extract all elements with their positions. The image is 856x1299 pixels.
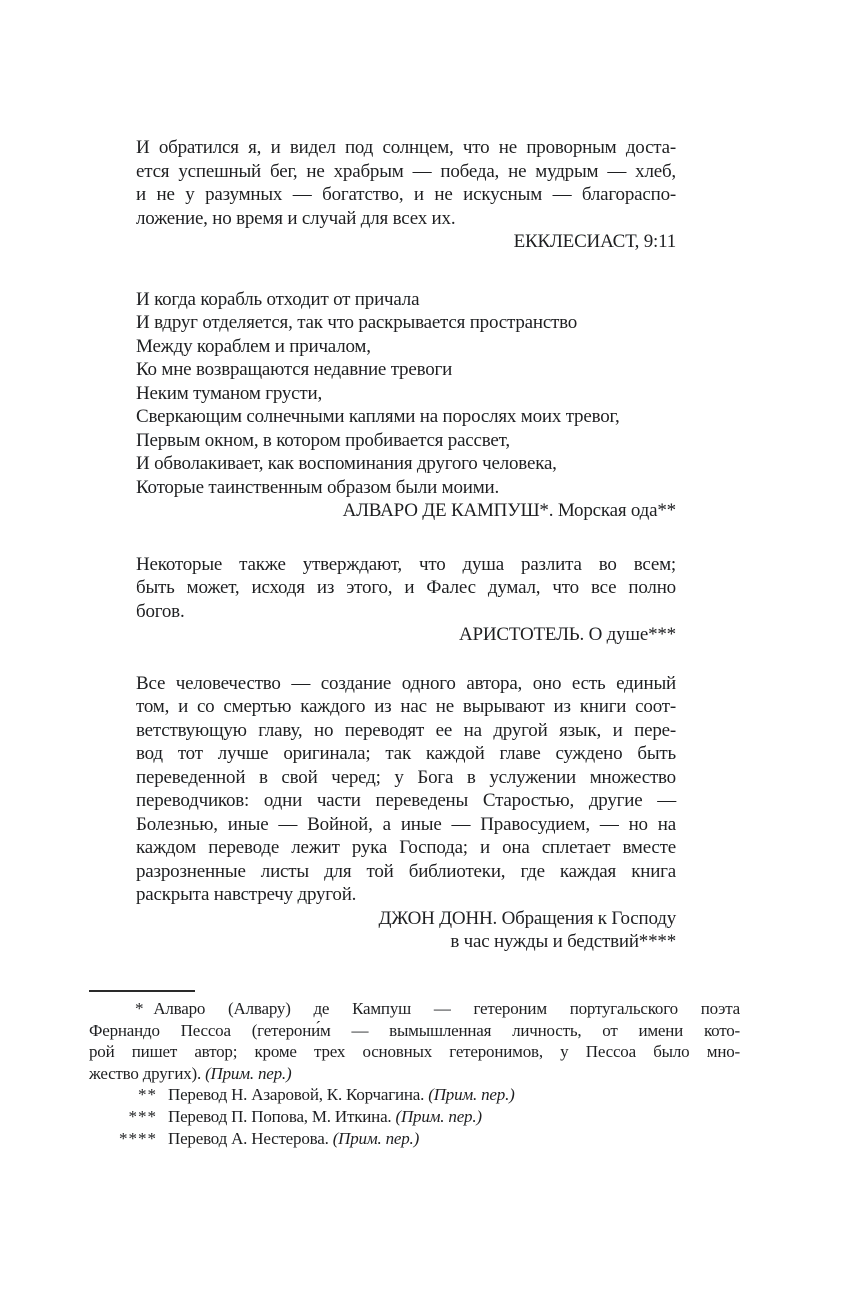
epigraph-aristotle (136, 553, 676, 647)
footnote-text: Перевод Н. Азаровой, К. Корчагина. (168, 1085, 429, 1105)
epigraph-donne (136, 672, 676, 954)
poem-line: Сверкающим солнечными каплями на порослях моих тревог, (136, 406, 620, 427)
text-line: ветствующую главу, но переводят ее на другой язык, и пере- (136, 719, 676, 741)
epigraph-ecclesiastes (136, 136, 676, 254)
text-line: переводчиков: одни части переведены Старостью, другие — (136, 790, 676, 811)
poem-line: Ко мне возвращаются недавние тревоги (136, 359, 453, 380)
footnote-text: жество других). (89, 1063, 206, 1083)
translator-note-label: (Прим. пер.) (205, 1063, 292, 1083)
footnote-marker: **** (119, 1128, 157, 1148)
text-line: быть может, исходя из этого, и Фалес думал, что все полно (136, 577, 676, 598)
footnote-marker: * (135, 999, 144, 1018)
footnote-text: Алваро (Алвару) де Кампуш — гетероним португальского поэта (153, 999, 740, 1018)
footnotes-section (89, 990, 740, 1149)
epigraph-column (136, 136, 676, 954)
footnote-line: рой пишет автор; кроме трех основных гетеронимов, у Пессоа было мно- (89, 1042, 740, 1062)
poem-line: Которые таинственным образом были моими. (136, 476, 500, 498)
text-line: ложение, но время и случай для всех их. (136, 207, 456, 229)
footnote-3 (89, 1106, 740, 1128)
poem-line: Первым окном, в котором пробивается рассвет, (136, 429, 510, 451)
translator-note-label: (Прим. пер.) (332, 1128, 420, 1148)
text-line: ется успешный бег, не храбрым — победа, не мудрым — хлеб, (136, 160, 676, 182)
text-line: каждом переводе лежит рука Господа; и она сплетает вместе (136, 837, 676, 858)
epigraph-campos-poem (136, 288, 676, 523)
text-line: Все человечество — создание одного автора, оно есть единый (136, 672, 676, 694)
footnote-text: Перевод П. Попова, М. Иткина. (168, 1106, 396, 1126)
text-line: вод тот лучше оригинала; так каждой главе суждено быть (136, 743, 676, 764)
footnote-line (89, 1063, 740, 1085)
text-line: переведенной в свой черед; у Бога в услужении множество (136, 766, 676, 788)
footnote-2 (89, 1084, 740, 1106)
attribution: в час нужды и бедствий**** (450, 931, 676, 952)
footnote-line: Фернандо Пессоа (гетерони́м — вымышленная личность, от имени кото- (89, 1020, 740, 1040)
text-line: Некоторые также утверждают, что душа разлита во всем; (136, 553, 676, 575)
footnote-4 (89, 1128, 740, 1150)
text-line: том, и со смертью каждого из нас не вырывают из книги соот- (136, 696, 676, 717)
poem-line: Неким туманом грусти, (136, 382, 323, 404)
footnote-line (89, 998, 740, 1020)
text-line: богов. (136, 600, 185, 622)
text-line: И обратился я, и видел под солнцем, что не проворным доста- (136, 137, 676, 158)
footnote-text: Перевод А. Нестерова. (168, 1128, 333, 1148)
attribution: АРИСТОТЕЛЬ. О душе*** (458, 624, 676, 645)
footnote-separator (89, 990, 195, 992)
attribution: ДЖОН ДОНН. Обращения к Господу (378, 907, 676, 929)
translator-note-label: (Прим. пер.) (428, 1085, 515, 1105)
footnote-marker: ** (138, 1085, 157, 1105)
text-line: раскрыта навстречу другой. (136, 884, 357, 905)
attribution: АЛВАРО ДЕ КАМПУШ*. Морская ода** (342, 500, 676, 521)
text-line: разрозненные листы для той библиотеки, где каждая книга (136, 860, 676, 882)
poem-line: И вдруг отделяется, так что раскрывается пространство (136, 312, 578, 333)
poem-line: И когда корабль отходит от причала (136, 288, 420, 310)
attribution: ЕККЛЕСИАСТ, 9:11 (513, 231, 676, 252)
translator-note-label: (Прим. пер.) (395, 1106, 482, 1126)
text-line: и не у разумных — богатство, и не искусным — благораспо- (136, 184, 676, 205)
poem-line: И обволакивает, как воспоминания другого человека, (136, 453, 557, 474)
footnote-1 (89, 998, 740, 1084)
text-line: Болезнью, иные — Войной, а иные — Правосудием, — но на (136, 813, 676, 835)
poem-line: Между кораблем и причалом, (136, 335, 371, 357)
footnote-marker: *** (128, 1106, 157, 1126)
